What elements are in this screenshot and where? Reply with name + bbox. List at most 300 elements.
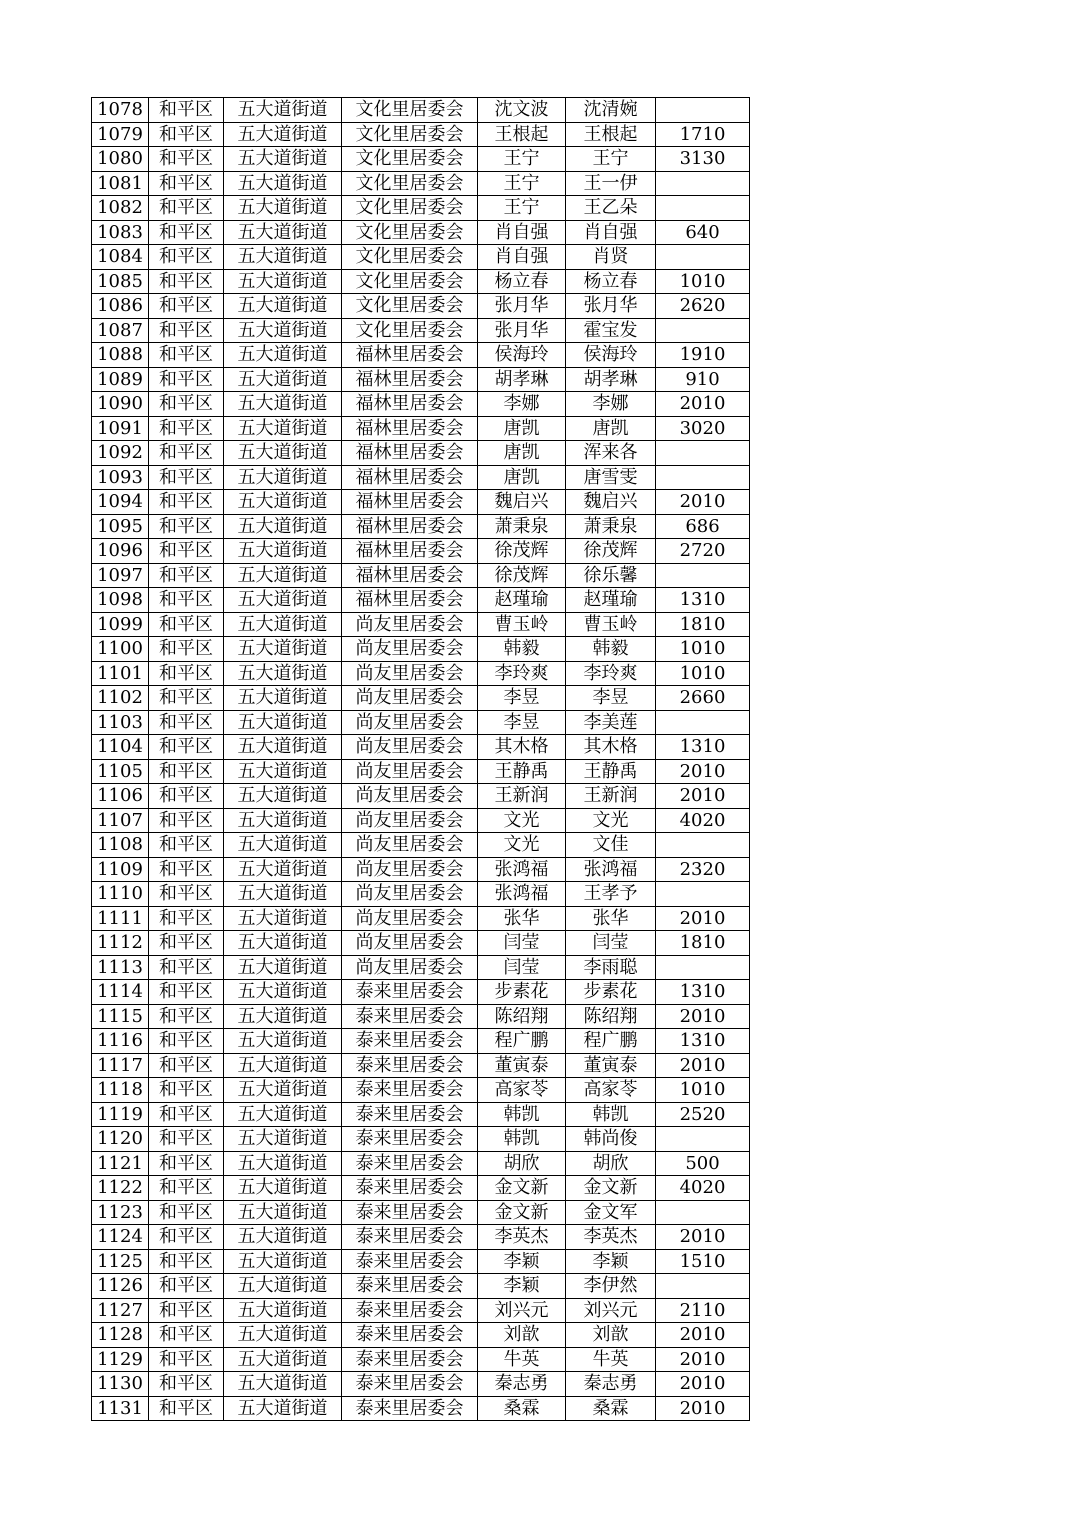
table-row [92, 1004, 750, 1029]
amount-cell: 4020 [656, 808, 750, 833]
row-number-cell: 1087 [92, 318, 149, 343]
row-number-cell: 1081 [92, 171, 149, 196]
committee-cell: 泰来里居委会 [342, 1347, 478, 1372]
name-cell: 文光 [566, 808, 656, 833]
district-cell: 和平区 [149, 1225, 224, 1250]
amount-cell: 2620 [656, 294, 750, 319]
committee-cell: 福林里居委会 [342, 343, 478, 368]
district-cell: 和平区 [149, 318, 224, 343]
committee-cell: 文化里居委会 [342, 269, 478, 294]
name-cell: 李雨聪 [566, 955, 656, 980]
amount-cell [656, 171, 750, 196]
row-number-cell: 1089 [92, 367, 149, 392]
district-cell: 和平区 [149, 1347, 224, 1372]
name-cell: 文佳 [566, 833, 656, 858]
committee-cell: 福林里居委会 [342, 563, 478, 588]
amount-cell: 2010 [656, 392, 750, 417]
name-cell: 张华 [566, 906, 656, 931]
name-cell: 步素花 [566, 980, 656, 1005]
table-row [92, 318, 750, 343]
table-row [92, 1372, 750, 1397]
name-cell: 王新润 [566, 784, 656, 809]
name-cell: 王根起 [566, 122, 656, 147]
name-cell: 唐雪雯 [566, 465, 656, 490]
amount-cell: 2010 [656, 1225, 750, 1250]
district-cell: 和平区 [149, 1176, 224, 1201]
amount-cell [656, 1127, 750, 1152]
street-cell: 五大道街道 [224, 1004, 342, 1029]
table-row [92, 1249, 750, 1274]
amount-cell: 2010 [656, 906, 750, 931]
committee-cell: 尚友里居委会 [342, 857, 478, 882]
row-number-cell: 1090 [92, 392, 149, 417]
row-number-cell: 1126 [92, 1274, 149, 1299]
committee-cell: 尚友里居委会 [342, 955, 478, 980]
committee-cell: 泰来里居委会 [342, 1127, 478, 1152]
row-number-cell: 1099 [92, 612, 149, 637]
amount-cell: 1710 [656, 122, 750, 147]
name-cell: 徐茂辉 [566, 539, 656, 564]
street-cell: 五大道街道 [224, 980, 342, 1005]
row-number-cell: 1085 [92, 269, 149, 294]
householder-cell: 韩凯 [478, 1127, 566, 1152]
name-cell: 浑来各 [566, 441, 656, 466]
name-cell: 李美莲 [566, 710, 656, 735]
table-row [92, 343, 750, 368]
committee-cell: 尚友里居委会 [342, 637, 478, 662]
name-cell: 金文军 [566, 1200, 656, 1225]
name-cell: 赵瑾瑜 [566, 588, 656, 613]
table-row [92, 563, 750, 588]
table-row [92, 833, 750, 858]
householder-cell: 闫莹 [478, 955, 566, 980]
row-number-cell: 1080 [92, 147, 149, 172]
committee-cell: 尚友里居委会 [342, 735, 478, 760]
committee-cell: 泰来里居委会 [342, 1151, 478, 1176]
householder-cell: 张鸿福 [478, 857, 566, 882]
district-cell: 和平区 [149, 490, 224, 515]
street-cell: 五大道街道 [224, 441, 342, 466]
name-cell: 董寅泰 [566, 1053, 656, 1078]
committee-cell: 泰来里居委会 [342, 1249, 478, 1274]
householder-cell: 肖自强 [478, 220, 566, 245]
row-number-cell: 1113 [92, 955, 149, 980]
table-row [92, 98, 750, 123]
district-cell: 和平区 [149, 833, 224, 858]
householder-cell: 张鸿福 [478, 882, 566, 907]
table-row [92, 367, 750, 392]
householder-cell: 韩毅 [478, 637, 566, 662]
row-number-cell: 1095 [92, 514, 149, 539]
amount-cell: 2010 [656, 1004, 750, 1029]
street-cell: 五大道街道 [224, 563, 342, 588]
amount-cell: 2010 [656, 490, 750, 515]
table-row [92, 1053, 750, 1078]
amount-cell [656, 98, 750, 123]
street-cell: 五大道街道 [224, 784, 342, 809]
table-row [92, 857, 750, 882]
committee-cell: 尚友里居委会 [342, 906, 478, 931]
table-row [92, 1396, 750, 1421]
householder-cell: 金文新 [478, 1176, 566, 1201]
name-cell: 金文新 [566, 1176, 656, 1201]
committee-cell: 泰来里居委会 [342, 1225, 478, 1250]
street-cell: 五大道街道 [224, 220, 342, 245]
row-number-cell: 1101 [92, 661, 149, 686]
householder-cell: 胡欣 [478, 1151, 566, 1176]
row-number-cell: 1122 [92, 1176, 149, 1201]
district-cell: 和平区 [149, 98, 224, 123]
householder-cell: 王新润 [478, 784, 566, 809]
row-number-cell: 1086 [92, 294, 149, 319]
district-cell: 和平区 [149, 857, 224, 882]
name-cell: 王一伊 [566, 171, 656, 196]
householder-cell: 张月华 [478, 318, 566, 343]
district-cell: 和平区 [149, 735, 224, 760]
row-number-cell: 1115 [92, 1004, 149, 1029]
street-cell: 五大道街道 [224, 1372, 342, 1397]
table-row [92, 735, 750, 760]
district-cell: 和平区 [149, 808, 224, 833]
committee-cell: 泰来里居委会 [342, 1298, 478, 1323]
district-cell: 和平区 [149, 367, 224, 392]
committee-cell: 泰来里居委会 [342, 1078, 478, 1103]
name-cell: 李颖 [566, 1249, 656, 1274]
street-cell: 五大道街道 [224, 245, 342, 270]
district-cell: 和平区 [149, 171, 224, 196]
name-cell: 闫莹 [566, 931, 656, 956]
committee-cell: 尚友里居委会 [342, 759, 478, 784]
householder-cell: 魏启兴 [478, 490, 566, 515]
amount-cell [656, 196, 750, 221]
name-cell: 唐凯 [566, 416, 656, 441]
amount-cell [656, 441, 750, 466]
table-row [92, 612, 750, 637]
committee-cell: 文化里居委会 [342, 220, 478, 245]
amount-cell: 2010 [656, 1347, 750, 1372]
street-cell: 五大道街道 [224, 857, 342, 882]
householder-cell: 刘兴元 [478, 1298, 566, 1323]
table-row [92, 588, 750, 613]
street-cell: 五大道街道 [224, 294, 342, 319]
street-cell: 五大道街道 [224, 906, 342, 931]
table-row [92, 931, 750, 956]
name-cell: 王孝予 [566, 882, 656, 907]
row-number-cell: 1110 [92, 882, 149, 907]
name-cell: 陈绍翔 [566, 1004, 656, 1029]
row-number-cell: 1109 [92, 857, 149, 882]
name-cell: 杨立春 [566, 269, 656, 294]
committee-cell: 泰来里居委会 [342, 1029, 478, 1054]
householder-cell: 桑霖 [478, 1396, 566, 1421]
street-cell: 五大道街道 [224, 735, 342, 760]
name-cell: 韩凯 [566, 1102, 656, 1127]
householder-cell: 李英杰 [478, 1225, 566, 1250]
amount-cell: 2010 [656, 1053, 750, 1078]
street-cell: 五大道街道 [224, 612, 342, 637]
row-number-cell: 1103 [92, 710, 149, 735]
householder-cell: 侯海玲 [478, 343, 566, 368]
district-cell: 和平区 [149, 612, 224, 637]
district-cell: 和平区 [149, 1102, 224, 1127]
table-row [92, 392, 750, 417]
committee-cell: 福林里居委会 [342, 367, 478, 392]
name-cell: 桑霖 [566, 1396, 656, 1421]
row-number-cell: 1102 [92, 686, 149, 711]
name-cell: 高家苓 [566, 1078, 656, 1103]
street-cell: 五大道街道 [224, 1151, 342, 1176]
district-cell: 和平区 [149, 1372, 224, 1397]
district-cell: 和平区 [149, 1274, 224, 1299]
committee-cell: 尚友里居委会 [342, 882, 478, 907]
amount-cell: 910 [656, 367, 750, 392]
table-row [92, 1347, 750, 1372]
amount-cell: 2010 [656, 784, 750, 809]
row-number-cell: 1129 [92, 1347, 149, 1372]
amount-cell: 686 [656, 514, 750, 539]
amount-cell [656, 1274, 750, 1299]
name-cell: 程广鹏 [566, 1029, 656, 1054]
district-cell: 和平区 [149, 196, 224, 221]
amount-cell [656, 318, 750, 343]
committee-cell: 文化里居委会 [342, 196, 478, 221]
committee-cell: 文化里居委会 [342, 147, 478, 172]
table-row [92, 1200, 750, 1225]
street-cell: 五大道街道 [224, 710, 342, 735]
householder-cell: 刘歆 [478, 1323, 566, 1348]
table-row [92, 980, 750, 1005]
committee-cell: 尚友里居委会 [342, 661, 478, 686]
committee-cell: 泰来里居委会 [342, 1323, 478, 1348]
amount-cell [656, 710, 750, 735]
street-cell: 五大道街道 [224, 808, 342, 833]
district-cell: 和平区 [149, 122, 224, 147]
householder-cell: 董寅泰 [478, 1053, 566, 1078]
row-number-cell: 1116 [92, 1029, 149, 1054]
committee-cell: 泰来里居委会 [342, 1176, 478, 1201]
row-number-cell: 1120 [92, 1127, 149, 1152]
committee-cell: 尚友里居委会 [342, 710, 478, 735]
amount-cell [656, 465, 750, 490]
committee-cell: 福林里居委会 [342, 392, 478, 417]
amount-cell: 1810 [656, 612, 750, 637]
committee-cell: 尚友里居委会 [342, 833, 478, 858]
street-cell: 五大道街道 [224, 1200, 342, 1225]
committee-cell: 泰来里居委会 [342, 1372, 478, 1397]
name-cell: 侯海玲 [566, 343, 656, 368]
district-cell: 和平区 [149, 392, 224, 417]
amount-cell: 3020 [656, 416, 750, 441]
row-number-cell: 1093 [92, 465, 149, 490]
householder-cell: 李昱 [478, 686, 566, 711]
row-number-cell: 1121 [92, 1151, 149, 1176]
street-cell: 五大道街道 [224, 833, 342, 858]
district-cell: 和平区 [149, 931, 224, 956]
householder-cell: 唐凯 [478, 441, 566, 466]
amount-cell [656, 955, 750, 980]
table-row [92, 955, 750, 980]
street-cell: 五大道街道 [224, 392, 342, 417]
name-cell: 韩毅 [566, 637, 656, 662]
district-cell: 和平区 [149, 416, 224, 441]
district-cell: 和平区 [149, 269, 224, 294]
street-cell: 五大道街道 [224, 1053, 342, 1078]
committee-cell: 福林里居委会 [342, 441, 478, 466]
amount-cell: 2010 [656, 759, 750, 784]
table-row [92, 1274, 750, 1299]
householder-cell: 曹玉岭 [478, 612, 566, 637]
committee-cell: 文化里居委会 [342, 171, 478, 196]
householder-cell: 王静禹 [478, 759, 566, 784]
table-row [92, 784, 750, 809]
committee-cell: 泰来里居委会 [342, 1274, 478, 1299]
name-cell: 李英杰 [566, 1225, 656, 1250]
street-cell: 五大道街道 [224, 661, 342, 686]
street-cell: 五大道街道 [224, 147, 342, 172]
name-cell: 霍宝发 [566, 318, 656, 343]
street-cell: 五大道街道 [224, 122, 342, 147]
table-row [92, 1029, 750, 1054]
district-cell: 和平区 [149, 1053, 224, 1078]
street-cell: 五大道街道 [224, 367, 342, 392]
amount-cell: 640 [656, 220, 750, 245]
street-cell: 五大道街道 [224, 1274, 342, 1299]
row-number-cell: 1124 [92, 1225, 149, 1250]
table-row [92, 220, 750, 245]
street-cell: 五大道街道 [224, 1127, 342, 1152]
amount-cell: 1010 [656, 637, 750, 662]
row-number-cell: 1119 [92, 1102, 149, 1127]
street-cell: 五大道街道 [224, 1323, 342, 1348]
table-row [92, 1078, 750, 1103]
district-cell: 和平区 [149, 1298, 224, 1323]
amount-cell: 1010 [656, 1078, 750, 1103]
committee-cell: 文化里居委会 [342, 122, 478, 147]
name-cell: 王静禹 [566, 759, 656, 784]
row-number-cell: 1114 [92, 980, 149, 1005]
committee-cell: 泰来里居委会 [342, 1200, 478, 1225]
table-row [92, 147, 750, 172]
street-cell: 五大道街道 [224, 514, 342, 539]
district-cell: 和平区 [149, 784, 224, 809]
householder-cell: 赵瑾瑜 [478, 588, 566, 613]
householder-cell: 金文新 [478, 1200, 566, 1225]
district-cell: 和平区 [149, 514, 224, 539]
table-row [92, 269, 750, 294]
householder-cell: 唐凯 [478, 416, 566, 441]
name-cell: 张月华 [566, 294, 656, 319]
amount-cell: 1310 [656, 1029, 750, 1054]
table-row [92, 514, 750, 539]
householder-cell: 徐茂辉 [478, 539, 566, 564]
name-cell: 徐乐馨 [566, 563, 656, 588]
street-cell: 五大道街道 [224, 1102, 342, 1127]
householder-cell: 唐凯 [478, 465, 566, 490]
committee-cell: 泰来里居委会 [342, 1004, 478, 1029]
householder-cell: 胡孝琳 [478, 367, 566, 392]
row-number-cell: 1108 [92, 833, 149, 858]
amount-cell: 1310 [656, 588, 750, 613]
committee-cell: 文化里居委会 [342, 98, 478, 123]
amount-cell: 2010 [656, 1396, 750, 1421]
table-row [92, 906, 750, 931]
amount-cell: 500 [656, 1151, 750, 1176]
table-body [92, 98, 750, 1421]
amount-cell: 1510 [656, 1249, 750, 1274]
committee-cell: 福林里居委会 [342, 416, 478, 441]
committee-cell: 文化里居委会 [342, 294, 478, 319]
name-cell: 李昱 [566, 686, 656, 711]
name-cell: 肖自强 [566, 220, 656, 245]
committee-cell: 福林里居委会 [342, 465, 478, 490]
householder-cell: 徐茂辉 [478, 563, 566, 588]
householder-cell: 步素花 [478, 980, 566, 1005]
name-cell: 李玲爽 [566, 661, 656, 686]
district-cell: 和平区 [149, 1249, 224, 1274]
row-number-cell: 1100 [92, 637, 149, 662]
householder-cell: 沈文波 [478, 98, 566, 123]
district-cell: 和平区 [149, 147, 224, 172]
street-cell: 五大道街道 [224, 269, 342, 294]
amount-cell: 1310 [656, 980, 750, 1005]
row-number-cell: 1084 [92, 245, 149, 270]
street-cell: 五大道街道 [224, 1347, 342, 1372]
table-row [92, 637, 750, 662]
street-cell: 五大道街道 [224, 955, 342, 980]
table-row [92, 661, 750, 686]
householder-cell: 文光 [478, 833, 566, 858]
householder-cell: 王根起 [478, 122, 566, 147]
amount-cell [656, 563, 750, 588]
street-cell: 五大道街道 [224, 318, 342, 343]
street-cell: 五大道街道 [224, 98, 342, 123]
name-cell: 胡孝琳 [566, 367, 656, 392]
amount-cell: 2720 [656, 539, 750, 564]
table-row [92, 759, 750, 784]
table-row [92, 196, 750, 221]
street-cell: 五大道街道 [224, 539, 342, 564]
district-cell: 和平区 [149, 465, 224, 490]
committee-cell: 泰来里居委会 [342, 1102, 478, 1127]
amount-cell [656, 882, 750, 907]
street-cell: 五大道街道 [224, 686, 342, 711]
table-row [92, 171, 750, 196]
name-cell: 李伊然 [566, 1274, 656, 1299]
name-cell: 牛英 [566, 1347, 656, 1372]
householder-cell: 王宁 [478, 147, 566, 172]
amount-cell: 2320 [656, 857, 750, 882]
district-cell: 和平区 [149, 294, 224, 319]
row-number-cell: 1125 [92, 1249, 149, 1274]
street-cell: 五大道街道 [224, 882, 342, 907]
amount-cell [656, 245, 750, 270]
data-table [91, 97, 750, 1421]
street-cell: 五大道街道 [224, 1176, 342, 1201]
householder-cell: 李颖 [478, 1249, 566, 1274]
householder-cell: 李颖 [478, 1274, 566, 1299]
householder-cell: 牛英 [478, 1347, 566, 1372]
table-row [92, 1151, 750, 1176]
district-cell: 和平区 [149, 759, 224, 784]
householder-cell: 闫莹 [478, 931, 566, 956]
committee-cell: 文化里居委会 [342, 245, 478, 270]
street-cell: 五大道街道 [224, 1078, 342, 1103]
district-cell: 和平区 [149, 637, 224, 662]
row-number-cell: 1078 [92, 98, 149, 123]
householder-cell: 肖自强 [478, 245, 566, 270]
row-number-cell: 1106 [92, 784, 149, 809]
householder-cell: 李玲爽 [478, 661, 566, 686]
